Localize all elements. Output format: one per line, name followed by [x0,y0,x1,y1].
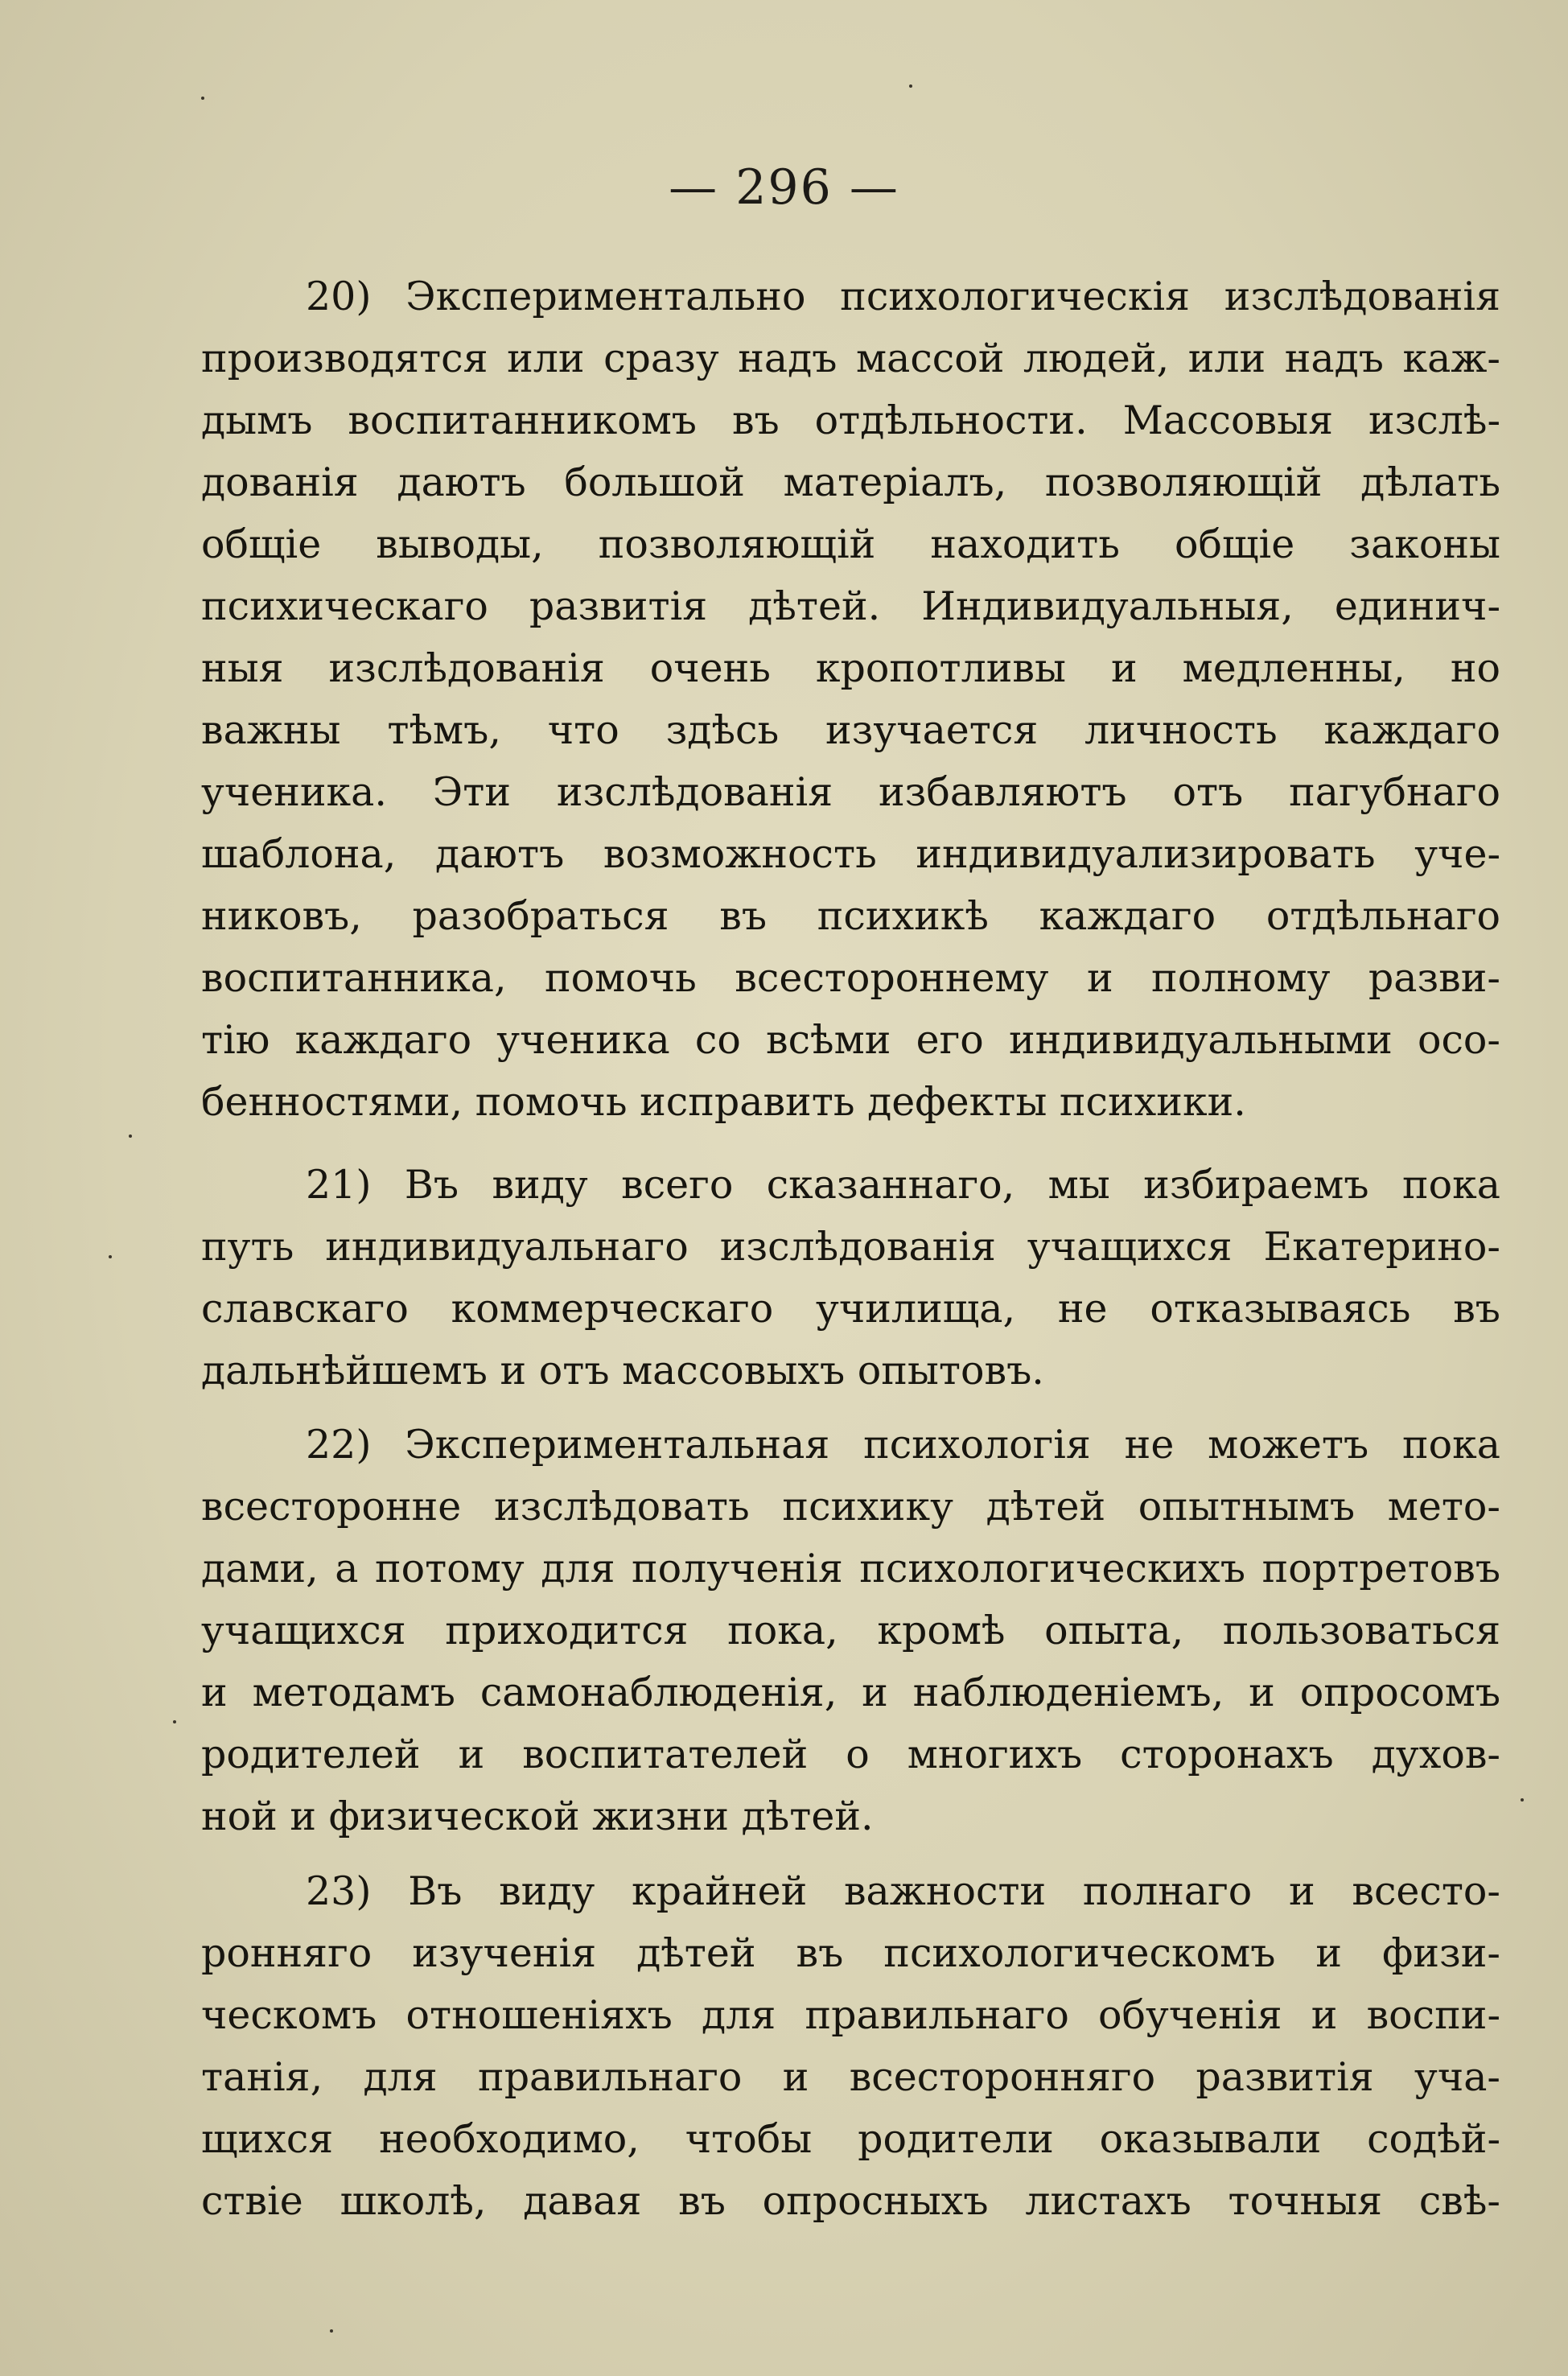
text-line: славскаго коммерческаго училища, не отказываясь въ [201,1286,1500,1332]
text-line: дованія даютъ большой матеріалъ, позволяющій дѣлать [201,459,1500,505]
text-line: всесторонне изслѣдовать психику дѣтей опытнымъ мето- [201,1484,1500,1530]
text-line: важны тѣмъ, что здѣсь изучается личность каждаго [201,707,1500,753]
paper-speck [201,97,204,100]
text-line: дымъ воспитанникомъ въ отдѣльности. Массовыя изслѣ- [201,397,1500,443]
paragraph-21 [201,1154,1500,1402]
text-line: учащихся приходится пока, кромѣ опыта, пользоваться [201,1608,1500,1653]
text-line: ронняго изученія дѣтей въ психологическомъ и физи- [201,1930,1500,1976]
text-line: ныя изслѣдованія очень кропотливы и медленны, но [201,645,1500,691]
text-line: путь индивидуальнаго изслѣдованія учащихся Екатерино- [201,1224,1500,1270]
text-line: производятся или сразу надъ массой людей, или надъ каж- [201,336,1500,381]
text-line: ной и физической жизни дѣтей. [201,1793,874,1839]
paper-speck [1521,1798,1524,1802]
text-line: тію каждаго ученика со всѣми его индивидуальными осо- [201,1017,1500,1063]
text-line: психическаго развитія дѣтей. Индивидуальныя, единич- [201,583,1500,629]
text-line: 21) Въ виду всего сказаннаго, мы избираемъ пока [306,1162,1500,1208]
text-line: щихся необходимо, чтобы родители оказывали содѣй- [201,2116,1500,2162]
paper-speck [909,84,912,88]
text-line: никовъ, разобраться въ психикѣ каждаго отдѣльнаго [201,893,1500,939]
text-line: воспитанника, помочь всестороннему и полному разви- [201,955,1500,1001]
text-line: шаблона, даютъ возможность индивидуализировать уче- [201,831,1500,877]
paragraph-22 [201,1414,1500,1847]
paragraph-20 [201,266,1500,1133]
paper-speck [109,1255,112,1258]
paragraph-23 [201,1860,1500,2232]
text-line: ствіе школѣ, давая въ опросныхъ листахъ точныя свѣ- [201,2178,1500,2224]
text-line: танія, для правильнаго и всесторонняго развитія уча- [201,2054,1500,2100]
text-line: общіе выводы, позволяющій находить общіе законы [201,521,1500,567]
text-line: 22) Экспериментальная психологія не можетъ пока [306,1422,1500,1468]
paper-speck [129,1134,132,1138]
text-line: 23) Въ виду крайней важности полнаго и всесто- [306,1868,1500,1914]
text-line: и методамъ самонаблюденія, и наблюденіемъ, и опросомъ [201,1670,1500,1715]
page-number: — 296 — [669,159,899,216]
text-line: родителей и воспитателей о многихъ сторонахъ духов- [201,1732,1500,1777]
text-line: 20) Экспериментально психологическія изслѣдованія [306,274,1500,319]
text-line: ученика. Эти изслѣдованія избавляютъ отъ пагубнаго [201,769,1500,815]
paper-speck [330,2329,333,2333]
text-line: ческомъ отношеніяхъ для правильнаго обученія и воспи- [201,1992,1500,2038]
text-line: дальнѣйшемъ и отъ массовыхъ опытовъ. [201,1348,1044,1394]
paper-speck [173,1720,176,1723]
text-line: дами, а потому для полученія психологическихъ портретовъ [201,1546,1500,1592]
text-line: бенностями, помочь исправить дефекты психики. [201,1079,1246,1125]
